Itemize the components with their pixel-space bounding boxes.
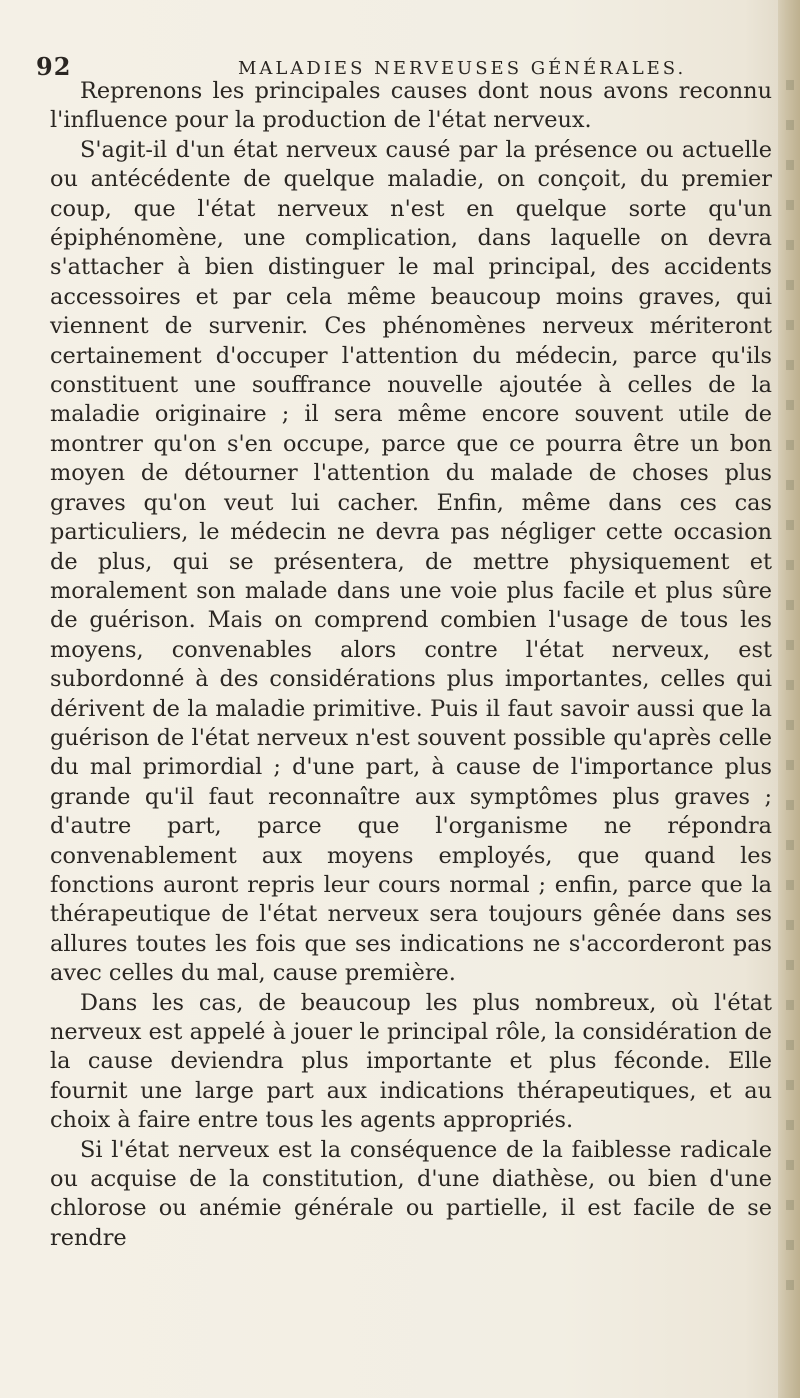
paragraph: Si l'état nerveux est la conséquence de la faiblesse radicale ou acquise de la constitution, d'une diathèse, ou bien d'une chlorose ou anémie générale ou partielle, il est facile de se rendre — [50, 1136, 772, 1251]
running-head: MALADIES NERVEUSES GÉNÉRALES. — [238, 58, 687, 79]
page-number: 92 — [36, 52, 72, 81]
paragraph: Reprenons les principales causes dont nous avons reconnu l'influence pour la production de l'état nerveux. — [50, 78, 772, 134]
adjacent-page-edge — [786, 80, 794, 1310]
page-edge-shadow — [778, 0, 800, 1398]
body-text — [50, 77, 772, 1253]
paragraph: Dans les cas, de beaucoup les plus nombreux, où l'état nerveux est appelé à jouer le principal rôle, la considération de la cause deviendra plus importante et plus féconde. Elle fournit une large part aux indications thérapeutiques, et au choix à faire entre tous les agents appropriés. — [50, 989, 772, 1134]
paragraph: S'agit-il d'un état nerveux causé par la présence ou actuelle ou antécédente de quelque maladie, on conçoit, du premier coup, que l'état nerveux n'est en quelque sorte qu'un épiphénomène, une complication, dans laquelle on devra s'attacher à bien distinguer le mal principal, des accidents accessoires et par cela même beaucoup moins graves, qui viennent de survenir. Ces phénomènes nerveux mériteront certainement d'occuper l'attention du médecin, parce qu'ils constituent une souffrance nouvelle ajoutée à celles de la maladie originaire ; il sera même encore souvent utile de montrer qu'on s'en occupe, parce que ce pourra être un bon moyen de détourner l'attention du malade de choses plus graves qu'on veut lui cacher. Enfin, même dans ces cas particuliers, le médecin ne devra pas négliger cette occasion de plus, qui se présentera, de mettre physiquement et moralement son malade dans une voie plus facile et plus sûre de guérison. Mais on comprend combien l'usage de tous les moyens, convenables alors contre l'état nerveux, est subordonné à des considérations plus importantes, celles qui dérivent de la maladie primitive. Puis il faut savoir aussi que la guérison de l'état nerveux n'est souvent possible qu'après celle du mal primordial ; d'une part, à cause de l'importance plus grande qu'il faut reconnaître aux symptômes plus graves ; d'autre part, parce que l'organisme ne répondra convenablement aux moyens employés, que quand les fonctions auront repris leur cours normal ; enfin, parce que la thérapeutique de l'état nerveux sera toujours gênée dans ses allures toutes les fois que ses indications ne s'accorderont pas avec celles du mal, cause première. — [50, 136, 772, 987]
